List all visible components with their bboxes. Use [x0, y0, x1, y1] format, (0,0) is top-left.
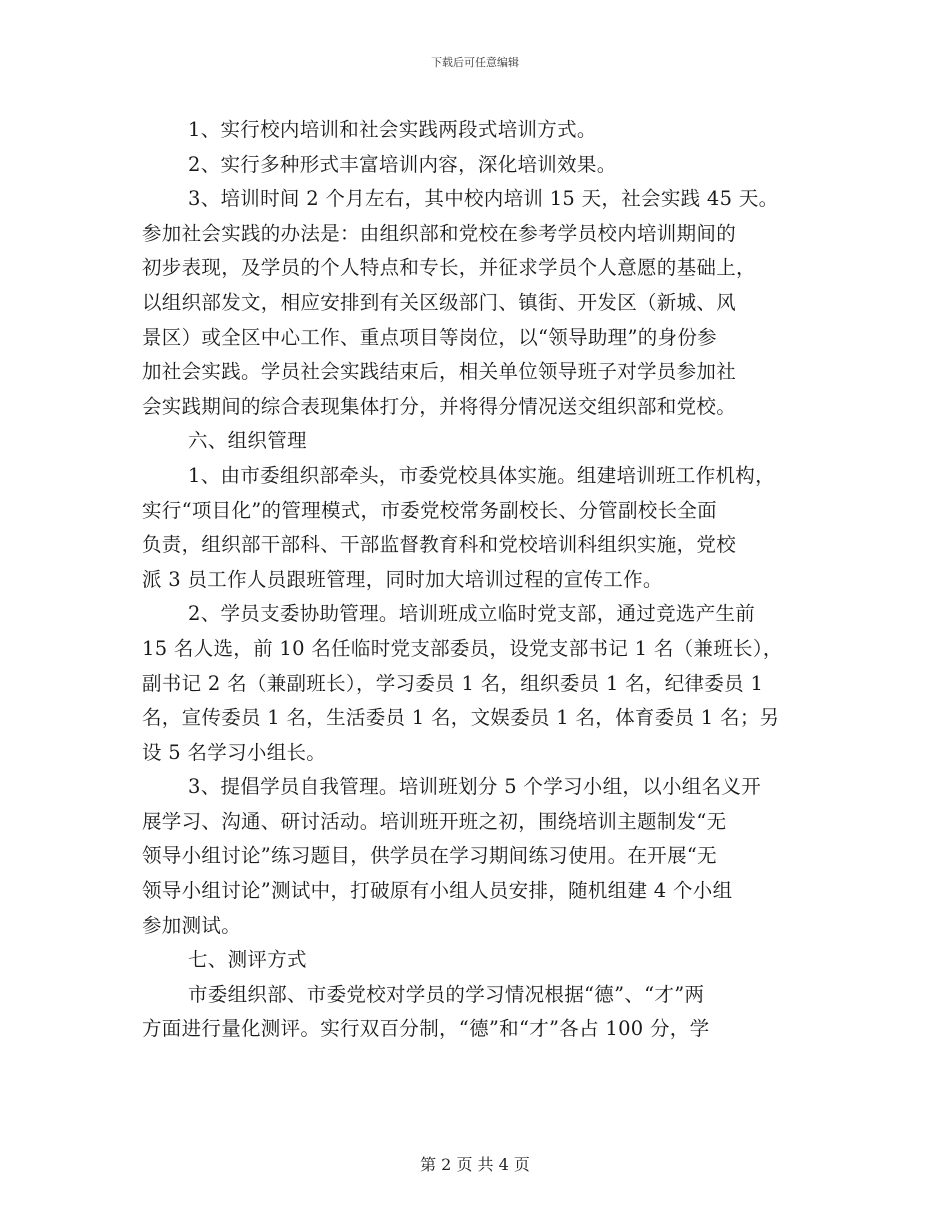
- text-line: 初步表现，及学员的个人特点和专长，并征求学员个人意愿的基础上，: [142, 256, 756, 280]
- document-body: [142, 113, 822, 1047]
- text-line: 领导小组讨论”练习题目，供学员在学习期间练习使用。在开展“无: [142, 844, 717, 868]
- text-line: 展学习、沟通、研讨活动。培训班开班之初，围绕培训主题制发“无: [142, 809, 727, 833]
- text-line: 派 3 员工作人员跟班管理，同时加大培训过程的宣传工作。: [142, 567, 663, 591]
- text-line: 以组织部发文，相应安排到有关区级部门、镇街、开发区（新城、风: [142, 290, 737, 314]
- text-line: 15 名人选，前 10 名任临时党支部委员，设党支部书记 1 名（兼班长），: [142, 636, 783, 660]
- text-line: 副书记 2 名（兼副班长），学习委员 1 名，组织委员 1 名，纪律委员 1: [142, 671, 764, 695]
- text-line: 3、培训时间 2 个月左右，其中校内培训 15 天，社会实践 45 天。: [188, 187, 779, 211]
- text-line: 2、实行多种形式丰富培训内容，深化培训效果。: [188, 152, 617, 176]
- text-line: 市委组织部、市委党校对学员的学习情况根据“德”、“才”两: [188, 982, 705, 1006]
- header-note: 下载后可任意编辑: [431, 56, 519, 69]
- text-line: 加社会实践。学员社会实践结束后，相关单位领导班子对学员参加社: [142, 360, 737, 384]
- text-line: 会实践期间的综合表现集体打分，并将得分情况送交组织部和党校。: [142, 394, 737, 418]
- text-line: 1、实行校内培训和社会实践两段式培训方式。: [188, 118, 597, 141]
- text-line: 参加测试。: [142, 913, 242, 937]
- text-line: 1、由市委组织部牵头，市委党校具体实施。组建培训班工作机构，: [188, 463, 775, 487]
- text-line: 负责，组织部干部科、干部监督教育科和党校培训科组织实施，党校: [142, 533, 737, 557]
- text-line: 名，宣传委员 1 名，生活委员 1 名，文娱委员 1 名，体育委员 1 名；另: [142, 706, 780, 730]
- text-line: 参加社会实践的办法是：由组织部和党校在参考学员校内培训期间的: [142, 221, 737, 245]
- section-heading: 六、组织管理: [188, 429, 307, 453]
- section-heading: 七、测评方式: [188, 948, 307, 972]
- page-footer: 第 2 页 共 4 页: [420, 1155, 530, 1174]
- text-line: 景区）或全区中心工作、重点项目等岗位，以“领导助理”的身份参: [142, 325, 717, 349]
- text-line: 领导小组讨论”测试中，打破原有小组人员安排，随机组建 4 个小组: [142, 879, 733, 903]
- text-line: 设 5 名学习小组长。: [142, 740, 327, 764]
- text-line: 方面进行量化测评。实行双百分制，“德”和“才”各占 100 分，学: [142, 1017, 710, 1041]
- text-line: 3、提倡学员自我管理。培训班划分 5 个学习小组，以小组名义开: [188, 775, 762, 799]
- text-line: 2、学员支委协助管理。培训班成立临时党支部，通过竞选产生前: [188, 602, 756, 626]
- text-line: 实行“项目化”的管理模式，市委党校常务副校长、分管副校长全面: [142, 498, 717, 522]
